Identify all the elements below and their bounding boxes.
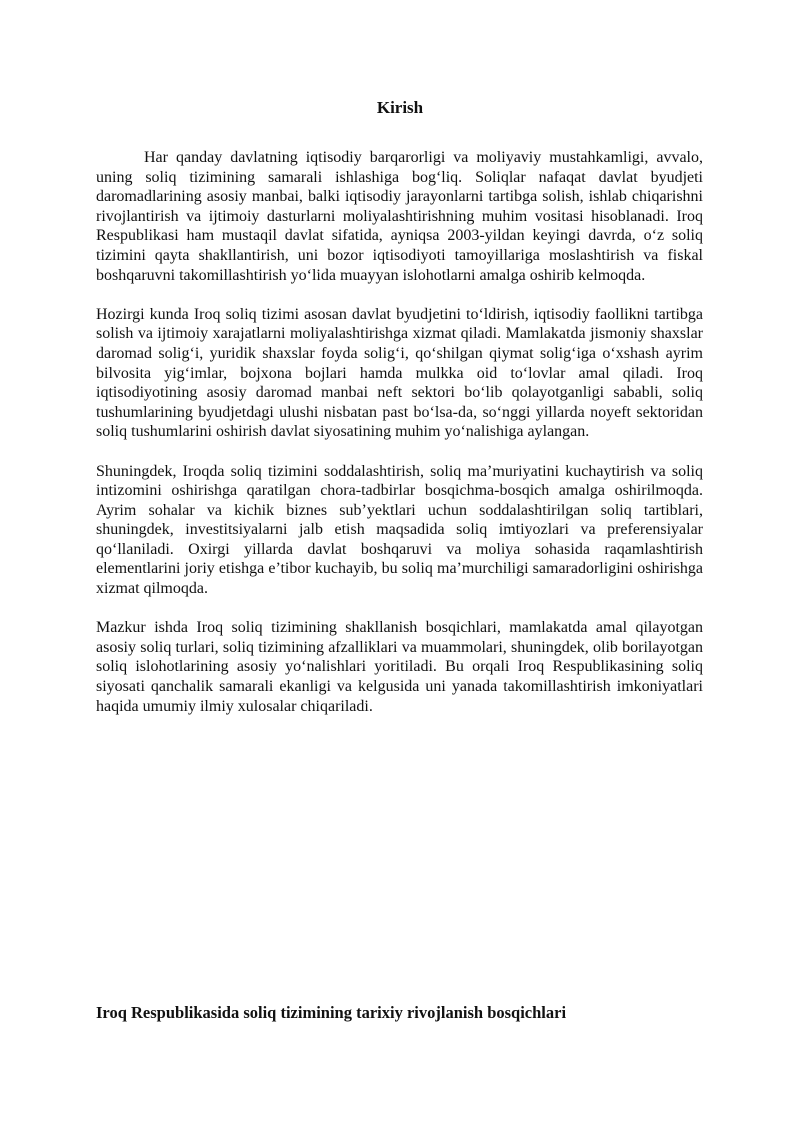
paragraph-intro: Har qanday davlatning iqtisodiy barqarorligi va moliyaviy mustahkamligi, avvalo, uning soliq tizimining samarali ishlashiga bog‘liq. Soliqlar nafaqat davlat byudjeti daromadlarining asosiy manbai, balki iqtisodiy jarayonlarni tartibga solish, ishlab chiqarishni rivojlantirish va ijtimoiy dasturlarni moliyalashtirishning muhim vositasi hisoblanadi. Iroq Respublikasi ham mustaqil davlat sifatida, ayniqsa 2003-yildan keyingi davrda, o‘z soliq tizimini qayta shakllantirish, uni bozor iqtisodiyoti tamoyillariga moslashtirish va fiskal boshqaruvni takomillashtirish yo‘lida muayyan islohotlarni amalga oshirib kelmoqda.: [96, 149, 703, 284]
paragraph-reforms: Shuningdek, Iroqda soliq tizimini soddalashtirish, soliq ma’muriyatini kuchaytirish va soliq intizomini oshirishga qaratilgan chora-tadbirlar bosqichma-bosqich amalga oshirilmoqda. Ayrim sohalar va kichik biznes sub’yektlari uchun soddalashtirilgan soliq tartiblari, shuningdek, investitsiyalarni jalb etish maqsadida soliq imtiyozlari va preferensiyalar qo‘llaniladi. Oxirgi yillarda davlat boshqaruvi va moliya sohasida raqamlashtirish elementlarini joriy etishga e’tibor kuchayib, bu soliq ma’murchiligi samaradorligini oshirishga xizmat qilmoqda.: [96, 462, 703, 598]
paragraph-scope: Mazkur ishda Iroq soliq tizimining shakllanish bosqichlari, mamlakatda amal qilayotgan asosiy soliq turlari, soliq tizimining afzalliklari va muammolari, shuningdek, olib borilayotgan soliq islohotlarining asosiy yo‘nalishlari yoritiladi. Bu orqali Iroq Respublikasining soliq siyosati qanchalik samarali ekanligi va kelgusida uni yanada takomillashtirish imkoniyatlari haqida umumiy ilmiy xulosalar chiqariladi.: [96, 619, 703, 715]
document-body: [96, 148, 703, 736]
section-heading: Iroq Respublikasida soliq tizimining tarixiy rivojlanish bosqichlari: [96, 1003, 567, 1022]
paragraph-current-system: Hozirgi kunda Iroq soliq tizimi asosan davlat byudjetini to‘ldirish, iqtisodiy faollikni tartibga solish va ijtimoiy xarajatlarni moliyalashtirishga xizmat qiladi. Mamlakatda jismoniy shaxslar daromad solig‘i, yuridik shaxslar foyda solig‘i, qo‘shilgan qiymat solig‘iga o‘xshash ayrim bilvosita yig‘imlar, bojxona bojlari hamda mulkka oid to‘lovlar amal qiladi. Iroq iqtisodiyotining asosiy daromad manbai neft sektori bo‘lib qolayotganligi sababli, soliq tushumlarining byudjetdagi ulushi nisbatan past bo‘lsa-da, so‘nggi yillarda noyeft sektoridan soliq tushumlarini oshirish davlat siyosatining muhim yo‘nalishiga aylangan.: [96, 305, 703, 441]
page-title: Kirish: [376, 98, 424, 117]
